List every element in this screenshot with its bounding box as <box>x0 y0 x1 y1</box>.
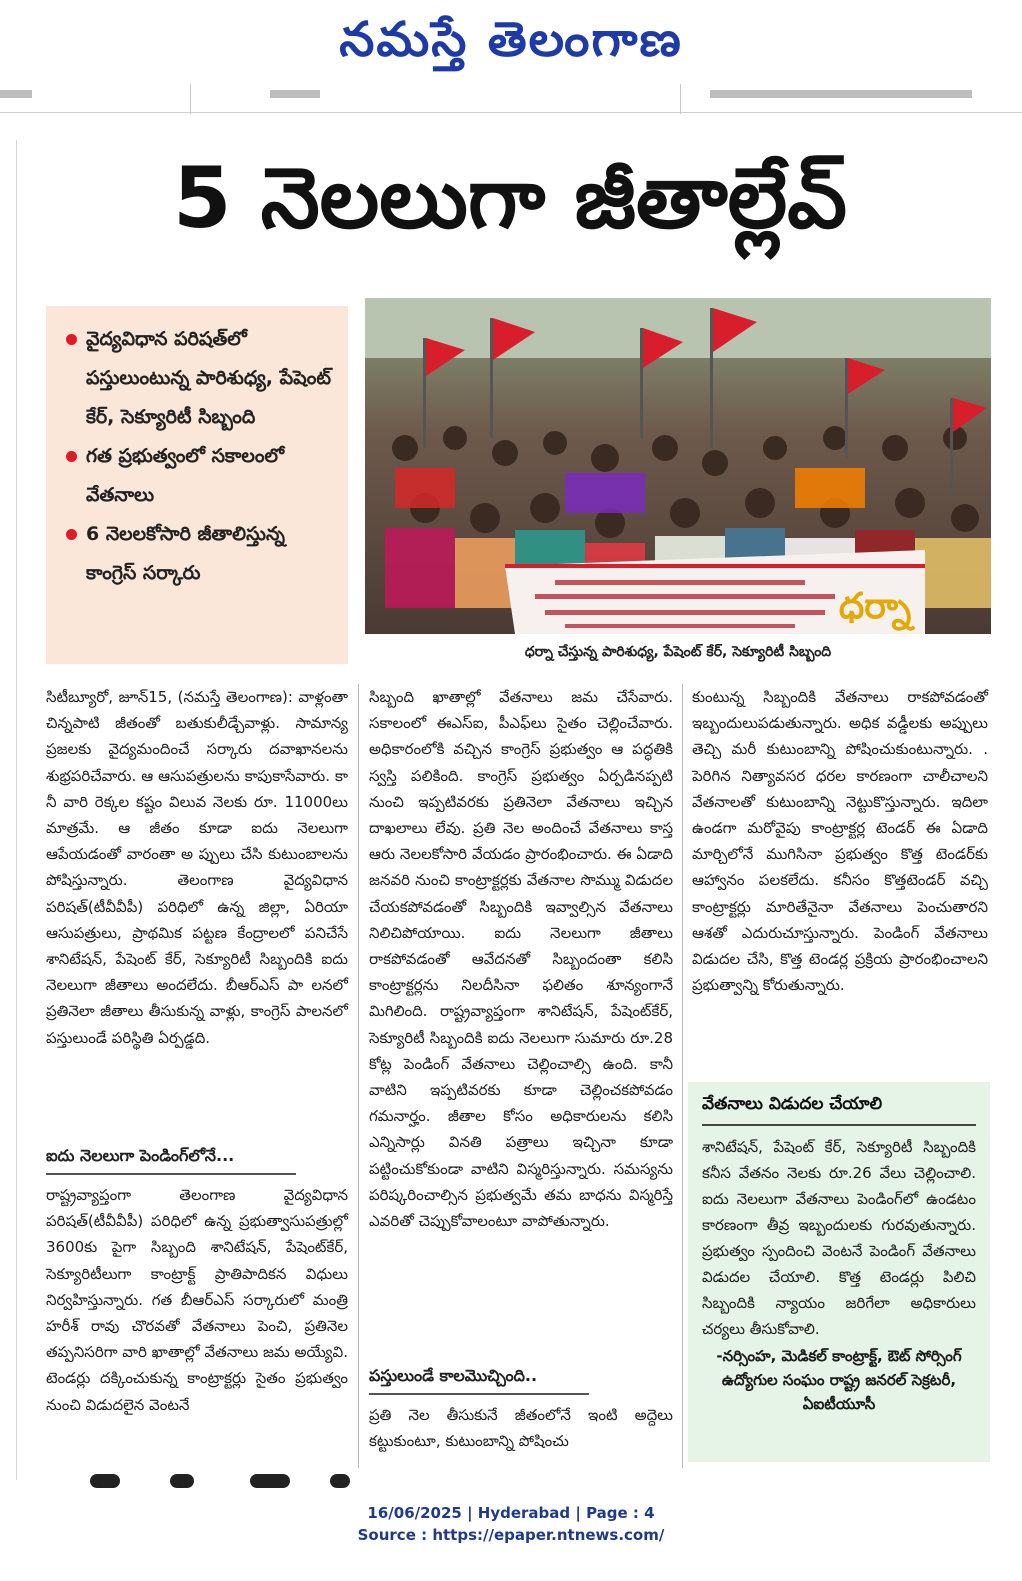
column-divider <box>682 684 683 1468</box>
cut-text-fragment <box>170 1474 194 1488</box>
bullet-dot-icon <box>66 334 77 345</box>
article-column-2-continued <box>369 1402 673 1454</box>
strip-text-fragment <box>0 90 32 98</box>
strip-text-fragment <box>270 90 320 98</box>
protest-photo-illustration <box>365 298 991 634</box>
strip-divider <box>190 84 191 114</box>
strip-divider <box>680 84 681 114</box>
masthead <box>0 0 1022 80</box>
strip-text-fragment <box>710 90 972 98</box>
demand-box-attribution: -నర్సింహ, మెడికల్‌ కాంట్రాక్ట్‌, ఔట్‌ సోర్సింగ్‌ ఉద్యోగుల సంఘం రాష్ట్ర జనరల్‌ సెక్రటరీ, ఏఐటీయూసీ <box>716 1347 962 1413</box>
headline: 5 నెలలుగా జీతాల్లేవ్ <box>173 149 847 247</box>
article-column-3 <box>692 684 988 998</box>
highlight-item <box>66 437 336 515</box>
left-frame-rule <box>16 140 17 1480</box>
demand-box <box>688 1082 990 1462</box>
article-column-1-continued <box>46 1182 348 1418</box>
protest-photo <box>365 298 991 634</box>
highlight-item <box>66 515 336 593</box>
article-paragraph: ప్రతి నెల తీసుకునే జీతంలోనే ఇంటి అద్దెలు కట్టుకుంటూ, కుటుంబాన్ని పోషించు <box>369 1406 673 1451</box>
demand-box-body: శానిటేషన్‌, పేషెంట్‌ కేర్‌, సెక్యూరిటీ సిబ్బందికి కనీస వేతనం నెలకు రూ.26 వేలు చెల్లించాలి. ఐదు నెలలుగా వేతనాలు పెండింగ్‌లో ఉండటం కారణంగా తీవ్ర ఇబ్బందులకు గురవుతున్నారు. ప్రభుత్వం స్పందించి వెంటనే పెండింగ్‌ వేతనాలు విడుదల చేయాలి. కొత్త టెండర్లు పిలిచి సిబ్బందికి న్యాయం జరిగేలా అధికారులు చర్యలు తీసుకోవాలి. <box>702 1138 976 1338</box>
highlight-text: 6 నెలలకోసారి జీతాలిస్తున్న కాంగ్రెస్‌ సర్కారు <box>86 523 285 584</box>
subheading-hunger: పస్తులుండే కాలమొచ్చింది.. <box>369 1366 589 1395</box>
article-column-1 <box>46 684 348 1051</box>
banner-logo-text: ధర్నా <box>838 586 912 627</box>
column-divider <box>358 684 359 1468</box>
cut-text-fragment <box>90 1474 120 1488</box>
highlight-text: వైద్యవిధాన పరిషత్‌లో పస్తులుంటున్న పారిశుధ్య, పేషెంట్‌ కేర్‌, సెక్యూరిటీ సిబ్బంది <box>86 328 331 428</box>
masthead-title: నమస్తే తెలంగాణ <box>339 11 683 67</box>
bullet-dot-icon <box>66 529 77 540</box>
article-paragraph: రాష్ట్రవ్యాప్తంగా తెలంగాణ వైద్యవిధాన పరిషత్‌(టీవీవీపీ) పరిధిలో ఉన్న ప్రభుత్వాసుపత్రుల్లో 3600కు పైగా సిబ్బంది శానిటేషన్‌, పేషెంట్‌కేర్‌, సెక్యూరిటీలుగా కాంట్రాక్ట్‌ ప్రాతిపాదికన విధులు నిర్వహిస్తున్నారు. గత బీఆర్‌ఎస్‌ సర్కారులో మంత్రి హరీశ్‌ రావు చొరవతో వేతనాలు పెంచి, ప్రతినెల తప్పనిసరిగా వారి ఖాతాల్లో వేతనాలు జమ అయ్యేవి. టెండర్లు దక్కించుకున్న కాంట్రాక్టర్లు సైతం ప్రభుత్వం నుంచి విడుదలైన వెంటనే <box>46 1186 348 1414</box>
demand-box-title: వేతనాలు విడుదల చేయాలి <box>702 1094 976 1126</box>
article-paragraph: సిబ్బంది ఖాతాల్లో వేతనాలు జమ చేసేవారు. సకాలంలో ఈఎస్‌ఐ, పీఎఫ్‌లు సైతం చెల్లించేవారు. అధికారంలోకి వచ్చిన కాంగ్రెస్‌ ప్రభుత్వం ఆ పద్ధతికి స్వస్తి పలికింది. కాంగ్రెస్‌ ప్రభుత్వం ఏర్పడినప్పటి నుంచి ఇప్పటివరకు ప్రతినెలా వేతనాలు ఇచ్చిన దాఖలాలు లేవు. ప్రతి నెల అందించే వేతనాలు కాస్త ఆరు నెలలకోసారి వేయడం ప్రారంభించారు. ఈ ఏడాది జనవరి నుంచి కాంట్రాక్టర్లకు వేతనాల సొమ్ము విడుదల చేయకపోవడంతో సిబ్బందికి ఇవ్వాల్సిన వేతనాలు నిలిచిపోయాయి. ఐదు నెలలుగా జీతాలు రాకపోవడంతో ఆవేదనతో సిబ్బందంతా కలిసి కాంట్రాక్టర్లను నిలదీసినా ఫలితం శూన్యంగానే మిగిలింది. రాష్ట్రవ్యాప్తంగా శానిటేషన్‌, పేషెంట్‌కేర్‌, సెక్యూరిటీ సిబ్బందికి ఐదు నెలలుగా సుమారు రూ.28 కోట్ల పెండింగ్‌ వేతనాలు చెల్లించాల్సి ఉంది. కానీ వాటిని ఇప్పటివరకు కూడా చెల్లించకపోవడం గమనార్హం. జీతాల కోసం అధికారులను కలిసి ఎన్నిసార్లు వినతి పత్రాలు ఇచ్చినా కూడా పట్టించుకోకుండా వాటిని విస్మరిస్తున్నారు. సమస్యను పరిష్కరించాల్సిన ప్రభుత్వమే తమ బాధను విస్మరిస్తే ఎవరితో చెప్పుకోవాలంటూ వాపోతున్నారు. <box>369 688 673 1231</box>
photo-caption: ధర్నా చేస్తున్న పారిశుధ్య, పేషెంట్‌ కేర్‌, సెక్యూరిటీ సిబ్బంది <box>524 644 832 660</box>
highlight-item <box>66 320 336 437</box>
cut-text-fragment <box>250 1474 290 1488</box>
footer-source: Source : https://epaper.ntnews.com/ <box>357 1526 665 1544</box>
article-column-2 <box>369 684 673 1234</box>
previous-article-strip <box>0 84 1022 113</box>
subheading-pending: ఐదు నెలలుగా పెండింగ్‌లోనే... <box>46 1146 296 1175</box>
page-footer <box>0 1502 1022 1546</box>
article-paragraph: సిటీబ్యూరో, జూన్‌15, (నమస్తే తెలంగాణ): వాళ్లంతా చిన్నపాటి జీతంతో బతుకులీడ్చేవాళ్లు. సామాన్య ప్రజలకు వైద్యమందించే సర్కారు దవాఖానలను శుభ్రపరిచేవారు. ఆ ఆసుపత్రులను కాపుకాసేవారు. కా నీ వారి రెక్కల కష్టం విలువ నెలకు రూ. 11000లు మాత్రమే. ఆ జీతం కూడా ఐదు నెలలుగా ఆపేయడంతో వారంతా అ ప్పులు చేసి కుటుంబాలను పోషిస్తున్నారు. తెలంగాణ వైద్యవిధాన పరిషత్‌(టీవీవీపీ) పరిధిలో ఉన్న జిల్లా, ఏరియా ఆసుపత్రులు, ప్రాథమిక పట్టణ కేంద్రాలలో పనిచేసే శానిటేషన్‌, పేషెంట్‌ కేర్‌, సెక్యూరిటీ సిబ్బందికి ఐదు నెలలుగా జీతాలు అందలేదు. బీఆర్‌ఎస్‌ పా లనలో ప్రతినెలా జీతాలు తీసుకున్న వాళ్లు, కాంగ్రెస్‌ పాలనలో పస్తులుండే పరిస్థితి ఏర్పడ్డది. <box>46 688 348 1047</box>
highlight-text: గత ప్రభుత్వంలో సకాలంలో వేతనాలు <box>86 445 285 506</box>
bullet-dot-icon <box>66 451 77 462</box>
footer-date-page: 16/06/2025 | Hyderabad | Page : 4 <box>367 1504 655 1522</box>
cut-text-fragment <box>330 1474 350 1488</box>
article-paragraph: కుంటున్న సిబ్బందికి వేతనాలు రాకపోవడంతో ఇబ్బందులుపడుతున్నారు. అధిక వడ్డీలకు అప్పులు తెచ్చి మరీ కుటుంబాన్ని పోషించుకుంటున్నారు. . పెరిగిన నిత్యావసర ధరల కారణంగా చాలీచాలని వేతనాలతో కుటుంబాన్ని నెట్టుకొస్తున్నారు. ఇదిలా ఉండగా మరోవైపు కాంట్రాక్టర్ల టెండర్‌ ఈ ఏడాది మార్చిలోనే ముగిసినా ప్రభుత్వం కొత్త టెండర్‌కు ఆహ్వానం పలకలేదు. కనీసం కొత్తటెండర్‌ వచ్చి కాంట్రాక్టర్లు మారితేనైనా వేతనాలు పెంచుతారని ఆశతో ఎదురుచూస్తున్నారు. పెండింగ్‌ వేతనాలు విడుదల చేసి, కొత్త టెండర్ల ప్రక్రియ ప్రారంభించాలని ప్రభుత్వాన్ని కోరుతున్నారు. <box>692 688 988 995</box>
highlights-box <box>46 306 348 664</box>
